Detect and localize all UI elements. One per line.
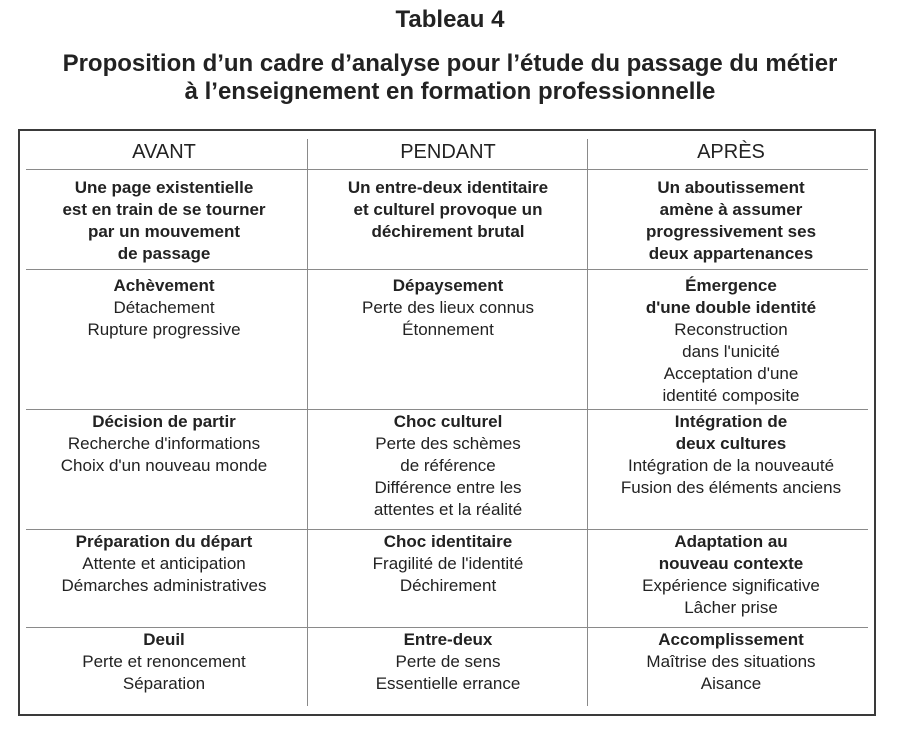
- intro-line: de passage: [117, 244, 211, 263]
- phase-cell: [308, 531, 588, 597]
- phase-item: Choix d'un nouveau monde: [60, 456, 268, 475]
- phase-cell: [588, 411, 874, 499]
- column-header-label: APRÈS: [697, 141, 765, 163]
- phase-item: dans l'unicité: [682, 342, 780, 361]
- phase-item: Démarches administratives: [61, 576, 267, 595]
- intro-line: Une page existentielle: [74, 178, 254, 197]
- phase-cell: [20, 275, 308, 341]
- intro-line: amène à assumer: [659, 200, 803, 219]
- intro-cell: [20, 177, 308, 265]
- intro-line: Un entre-deux identitaire: [347, 178, 549, 197]
- phase-item: Différence entre les: [374, 478, 522, 497]
- phase-cell: [308, 275, 588, 341]
- intro-line: progressivement ses: [645, 222, 817, 241]
- phase-title: Intégration de: [674, 412, 788, 431]
- phase-cell: [20, 629, 308, 695]
- phase-title: Adaptation au: [674, 532, 788, 551]
- intro-line: Un aboutissement: [657, 178, 805, 197]
- intro-line: par un mouvement: [87, 222, 241, 241]
- phase-item: Fragilité de l'identité: [372, 554, 524, 573]
- phase-title: Émergence: [685, 276, 777, 295]
- phase-title: Préparation du départ: [75, 532, 253, 551]
- phase-item: de référence: [400, 456, 496, 475]
- phase-item: Reconstruction: [674, 320, 788, 339]
- table-heading: [0, 50, 900, 106]
- phase-item: Aisance: [700, 674, 762, 693]
- intro-cell: [308, 177, 588, 243]
- phase-cell: [20, 411, 308, 477]
- analysis-table: [18, 129, 876, 716]
- phase-item: identité composite: [662, 386, 800, 405]
- column-header-label: PENDANT: [400, 141, 496, 163]
- row-divider: [26, 169, 868, 170]
- phase-cell: [588, 275, 874, 407]
- heading-line: à l’enseignement en formation professionnelle: [184, 78, 716, 105]
- row-divider: [26, 269, 868, 270]
- column-header-label: AVANT: [132, 141, 196, 163]
- phase-title: Dépaysement: [392, 276, 504, 295]
- heading-line: Proposition d’un cadre d’analyse pour l’étude du passage du métier: [62, 50, 838, 77]
- column-header: [20, 141, 308, 163]
- column-header: [308, 141, 588, 163]
- phase-title: Choc culturel: [393, 412, 503, 431]
- phase-item: Séparation: [122, 674, 206, 693]
- phase-item: Fusion des éléments anciens: [620, 478, 842, 497]
- phase-title: d'une double identité: [645, 298, 817, 317]
- phase-item: Essentielle errance: [375, 674, 521, 693]
- phase-cell: [308, 411, 588, 521]
- phase-item: Expérience significative: [642, 576, 820, 595]
- row-divider: [26, 627, 868, 628]
- intro-cell: [588, 177, 874, 265]
- phase-item: Attente et anticipation: [82, 554, 246, 573]
- intro-line: est en train de se tourner: [62, 200, 266, 219]
- phase-cell: [20, 531, 308, 597]
- phase-item: Perte des schèmes: [375, 434, 521, 453]
- phase-title: Choc identitaire: [383, 532, 513, 551]
- phase-item: Déchirement: [399, 576, 497, 595]
- table-label: Tableau 4: [395, 6, 505, 33]
- phase-title: Entre-deux: [403, 630, 493, 649]
- phase-item: Recherche d'informations: [67, 434, 261, 453]
- intro-line: déchirement brutal: [371, 222, 525, 241]
- phase-title: Deuil: [143, 630, 185, 649]
- phase-item: Intégration de la nouveauté: [627, 456, 835, 475]
- phase-cell: [588, 629, 874, 695]
- phase-item: Lâcher prise: [684, 598, 778, 617]
- phase-title: nouveau contexte: [658, 554, 804, 573]
- phase-title: Accomplissement: [658, 630, 804, 649]
- phase-title: Achèvement: [113, 276, 215, 295]
- phase-cell: [588, 531, 874, 619]
- row-divider: [26, 409, 868, 410]
- phase-item: Maîtrise des situations: [646, 652, 816, 671]
- phase-item: Rupture progressive: [87, 320, 241, 339]
- phase-item: Détachement: [113, 298, 215, 317]
- phase-item: attentes et la réalité: [373, 500, 523, 519]
- phase-item: Acceptation d'une: [663, 364, 799, 383]
- phase-cell: [308, 629, 588, 695]
- intro-line: et culturel provoque un: [353, 200, 543, 219]
- column-header: [588, 141, 874, 163]
- row-divider: [26, 529, 868, 530]
- phase-item: Étonnement: [402, 320, 494, 339]
- phase-item: Perte des lieux connus: [362, 298, 534, 317]
- phase-item: Perte et renoncement: [82, 652, 246, 671]
- intro-line: deux appartenances: [648, 244, 814, 263]
- phase-title: deux cultures: [675, 434, 787, 453]
- phase-item: Perte de sens: [395, 652, 501, 671]
- phase-title: Décision de partir: [92, 412, 236, 431]
